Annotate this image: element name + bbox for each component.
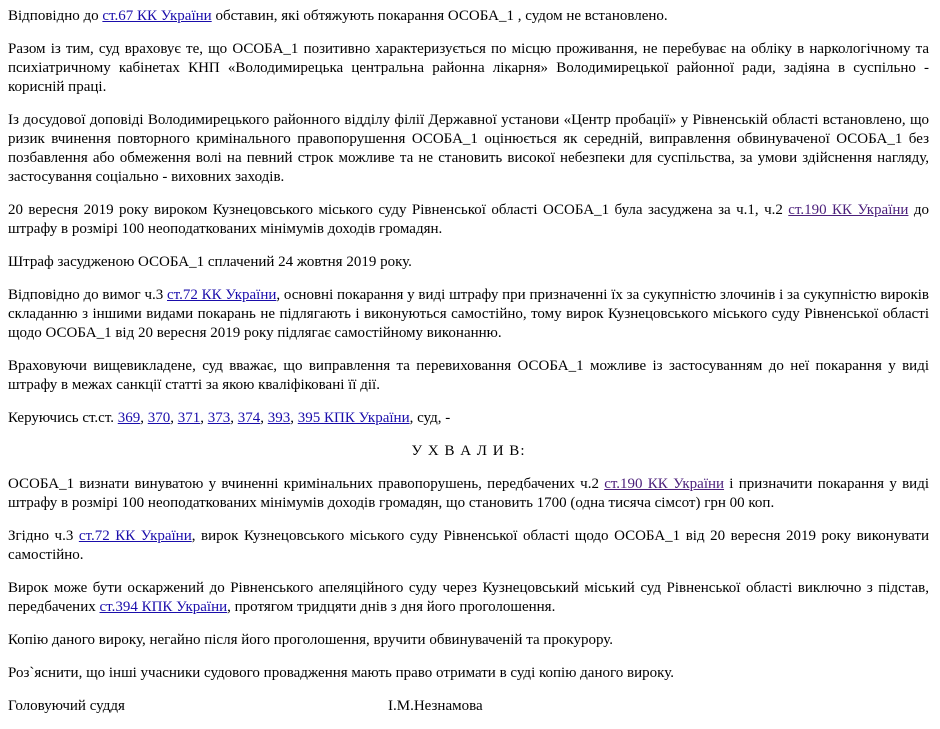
text: , вирок Кузнецовського міського суду Рівненської області щодо ОСОБА_1 від 20 вересня 2019 року виконувати самостійно. — [8, 528, 929, 563]
text: , протягом тридцяти днів з дня його проголошення. — [227, 599, 556, 615]
separator: , — [140, 410, 148, 426]
text: 20 вересня 2019 року вироком Кузнецовського міського суду Рівненської області ОСОБА_1 була засуджена за ч.1, ч.2 — [8, 202, 789, 218]
text: Відповідно до вимог ч.3 — [8, 287, 168, 303]
resolution-heading: У Х В А Л И В: — [411, 443, 526, 459]
text: Керуючись ст.ст. — [8, 410, 118, 426]
text: , основні покарання у виді штрафу при призначенні їх за сукупністю злочинів і за сукупністю вироків складанню з іншими видами покарань не підлягають і виконуються самостійно, тому вирок Кузнецовського міського суду Рівненської області щодо ОСОБА_1 від 20 вересня 2019 року підлягає самостійному виконанню. — [8, 287, 929, 341]
paragraph-conclusion: Враховуючи вищевикладене, суд вважає, що виправлення та перевиховання ОСОБА_1 можливе із застосуванням до неї покарання у виді штрафу в межах санкції статті за якою кваліфіковані її дії. — [8, 358, 929, 393]
text: Вирок може бути оскаржений до Рівненського апеляційного суду через Кузнецовський міський суд Рівненської області виключно з підстав, передбачених — [8, 580, 929, 615]
law-link-st190-verdict[interactable]: ст.190 КК України — [604, 476, 725, 492]
paragraph-guided-by — [8, 409, 929, 428]
paragraph-aggravating — [8, 7, 929, 26]
text: до штрафу в розмірі 100 неоподаткованих мінімумів доходів громадян. — [8, 202, 929, 237]
text: , суд, - — [409, 410, 451, 426]
text: обставин, які обтяжують покарання ОСОБА_1 , судом не встановлено. — [211, 8, 668, 24]
judge-name: І.М.Незнамова — [388, 698, 483, 714]
law-link-369[interactable]: 369 — [117, 410, 141, 426]
law-link-st394[interactable]: ст.394 КПК України — [99, 599, 228, 615]
law-link-373[interactable]: 373 — [207, 410, 231, 426]
law-link-st72-execution[interactable]: ст.72 КК України — [78, 528, 192, 544]
law-link-374[interactable]: 374 — [237, 410, 261, 426]
separator: , — [200, 410, 208, 426]
paragraph-character: Разом із тим, суд враховує те, що ОСОБА_1 позитивно характеризується по місцю проживання, не перебуває на обліку в наркологічному та психіатричному кабінетах КНП «Володимирецька центральна районна лікарня» Володимирецької районної ради, задіяна в суспільно - корисній праці. — [8, 41, 929, 95]
text: Відповідно до — [8, 8, 103, 24]
signature-block — [8, 697, 929, 716]
text: і призначити покарання у виді штрафу в розмірі 100 неоподаткованих мінімумів доходів громадян, що становить 1700 (одна тисяча сімсот) грн 00 коп. — [8, 476, 929, 511]
paragraph-cumulative — [8, 286, 929, 343]
paragraph-prior-sentence — [8, 201, 929, 239]
text: Згідно ч.3 — [8, 528, 79, 544]
paragraph-probation: Із досудової доповіді Володимирецького районного відділу філії Державної установи «Центр пробації» у Рівненській області встановлено, що ризик вчинення повторного кримінального правопорушення ОСОБА_1 оцінюється як середній, виправлення обвинуваченої ОСОБА_1 без позбавлення або обмеження волі на певний строк можливе та не становить високої небезпеки для суспільства, за умови здійснення нагляду, застосування соціально - виховних заходів. — [8, 112, 929, 185]
separator: , — [170, 410, 178, 426]
text: ОСОБА_1 визнати винуватою у вчиненні кримінальних правопорушень, передбачених ч.2 — [8, 476, 605, 492]
paragraph-separate-execution — [8, 527, 929, 565]
paragraph-fine-paid: Штраф засудженою ОСОБА_1 сплачений 24 жовтня 2019 року. — [8, 254, 412, 270]
paragraph-appeal — [8, 579, 929, 617]
law-link-st67[interactable]: ст.67 КК України — [102, 8, 212, 24]
paragraph-verdict — [8, 475, 929, 513]
law-link-371[interactable]: 371 — [177, 410, 201, 426]
judge-role: Головуючий суддя — [8, 698, 125, 714]
separator: , — [260, 410, 268, 426]
law-link-395[interactable]: 395 КПК України — [297, 410, 410, 426]
paragraph-copy-delivery: Копію даного вироку, негайно після його проголошення, вручити обвинуваченій та прокурору. — [8, 632, 614, 648]
law-link-393[interactable]: 393 — [267, 410, 291, 426]
law-link-st190[interactable]: ст.190 КК України — [788, 202, 909, 218]
separator: , — [230, 410, 238, 426]
law-link-370[interactable]: 370 — [147, 410, 171, 426]
separator: , — [290, 410, 298, 426]
paragraph-explanation: Роз`яснити, що інші учасники судового провадження мають право отримати в суді копію даного вироку. — [8, 665, 674, 681]
law-link-st72[interactable]: ст.72 КК України — [167, 287, 277, 303]
